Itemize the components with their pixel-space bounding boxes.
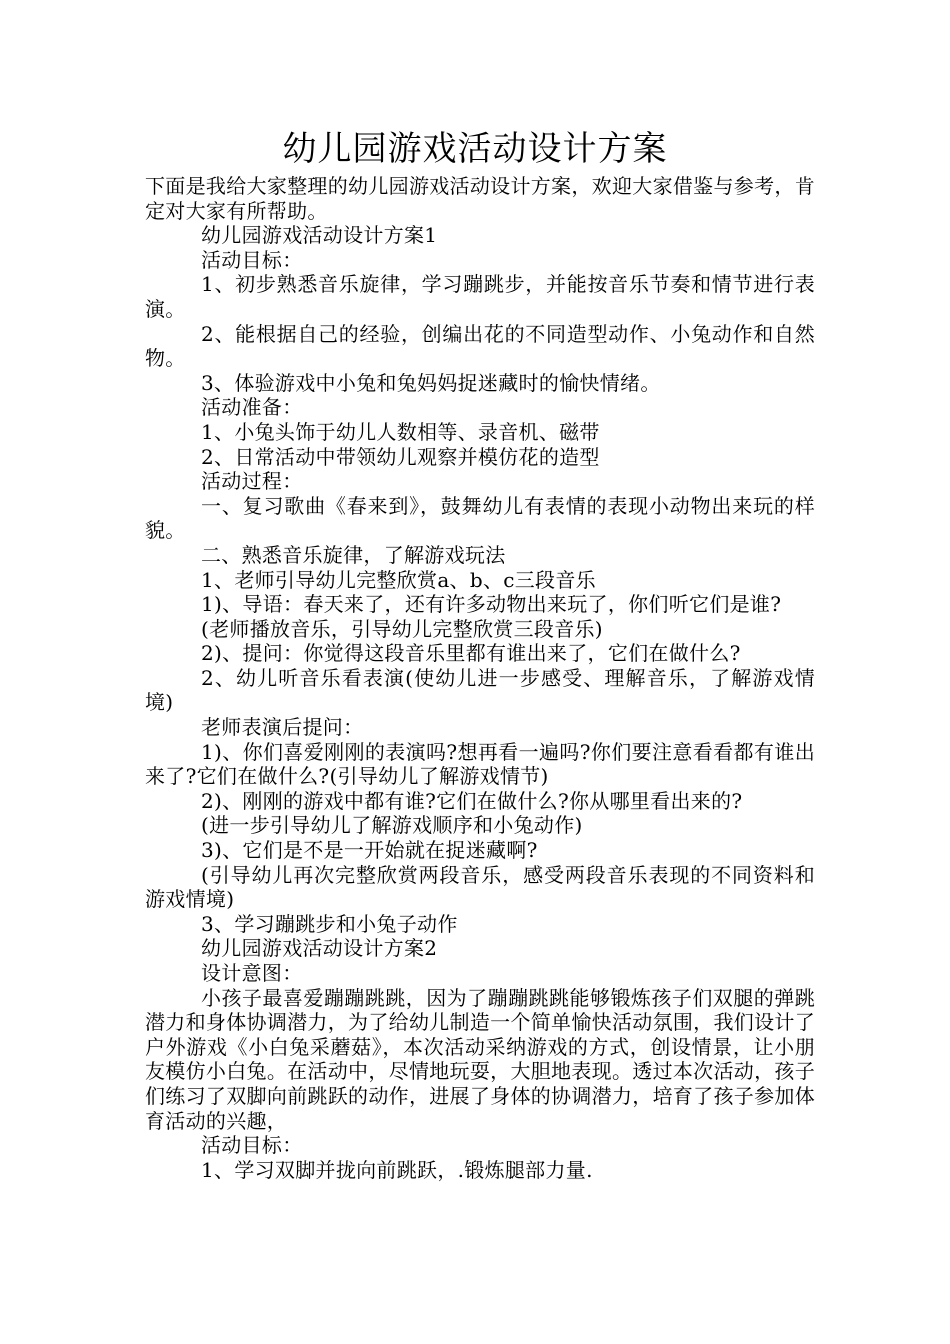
paragraph: 3、体验游戏中小兔和兔妈妈捉迷藏时的愉快情绪。 xyxy=(201,370,661,395)
paragraph: 1、小兔头饰于幼儿人数相等、录音机、磁带 xyxy=(201,419,600,444)
paragraph: 活动过程： xyxy=(201,469,303,494)
document-title: 幼儿园游戏活动设计方案 xyxy=(282,129,668,169)
paragraph: 活动目标： xyxy=(201,1133,303,1158)
paragraph: 1、学习双脚并拢向前跳跃，.锻炼腿部力量. xyxy=(201,1157,593,1182)
document-body xyxy=(145,174,815,1182)
paragraph: 二、熟悉音乐旋律，了解游戏玩法 xyxy=(201,542,506,567)
paragraph: 活动目标： xyxy=(201,247,303,272)
paragraph: 活动准备： xyxy=(201,395,303,420)
paragraph: 2)、刚刚的游戏中都有谁?它们在做什么?你从哪里看出来的? xyxy=(201,788,743,813)
paragraph: 幼儿园游戏活动设计方案2 xyxy=(201,936,438,961)
paragraph: 2)、提问：你觉得这段音乐里都有谁出来了，它们在做什么? xyxy=(201,641,741,666)
paragraph: 小孩子最喜爱蹦蹦跳跳，因为了蹦蹦跳跳能够锻炼孩子们双腿的弹跳潜力和身体协调潜力，为了给幼儿制造一个简单愉快活动氛围，我们设计了户外游戏《小白兔采蘑菇》，本次活动采纳游戏的方式，创设情景，让小朋友模仿小白兔。在活动中，尽情地玩耍，大胆地表现。透过本次活动，孩子们练习了双脚向前跳跃的动作，进展了身体的协调潜力，培育了孩子参加体育活动的兴趣， xyxy=(145,985,815,1133)
paragraph: 1、初步熟悉音乐旋律，学习蹦跳步，并能按音乐节奏和情节进行表演。 xyxy=(145,272,815,321)
paragraph: (引导幼儿再次完整欣赏两段音乐，感受两段音乐表现的不同资料和游戏情境) xyxy=(145,862,815,912)
paragraph: 幼儿园游戏活动设计方案1 xyxy=(201,223,438,248)
paragraph: 1、老师引导幼儿完整欣赏a、b、c三段音乐 xyxy=(201,567,596,592)
paragraph: 设计意图： xyxy=(201,961,303,985)
paragraph: 3)、它们是不是一开始就在捉迷藏啊? xyxy=(201,838,538,863)
paragraph: (老师播放音乐，引导幼儿完整欣赏三段音乐) xyxy=(201,616,603,641)
paragraph: 1)、导语：春天来了，还有许多动物出来玩了，你们听它们是谁? xyxy=(201,592,782,617)
paragraph: 老师表演后提问： xyxy=(201,715,364,740)
paragraph: 3、学习蹦跳步和小兔子动作 xyxy=(201,911,458,936)
paragraph: 2、能根据自己的经验，创编出花的不同造型动作、小兔动作和自然物。 xyxy=(145,321,815,371)
paragraph: 2、日常活动中带领幼儿观察并模仿花的造型 xyxy=(201,444,600,469)
paragraph: (进一步引导幼儿了解游戏顺序和小兔动作) xyxy=(201,813,583,838)
paragraph: 2、幼儿听音乐看表演(使幼儿进一步感受、理解音乐，了解游戏情境) xyxy=(145,665,815,715)
paragraph: 一、复习歌曲《春来到》，鼓舞幼儿有表情的表现小动物出来玩的样貌。 xyxy=(145,493,815,543)
paragraph: 1)、你们喜爱刚刚的表演吗?想再看一遍吗?你们要注意看看都有谁出来了?它们在做什么?(引导幼儿了解游戏情节) xyxy=(145,739,815,789)
paragraph: 下面是我给大家整理的幼儿园游戏活动设计方案，欢迎大家借鉴与参考，肯定对大家有所帮助。 xyxy=(145,174,815,223)
